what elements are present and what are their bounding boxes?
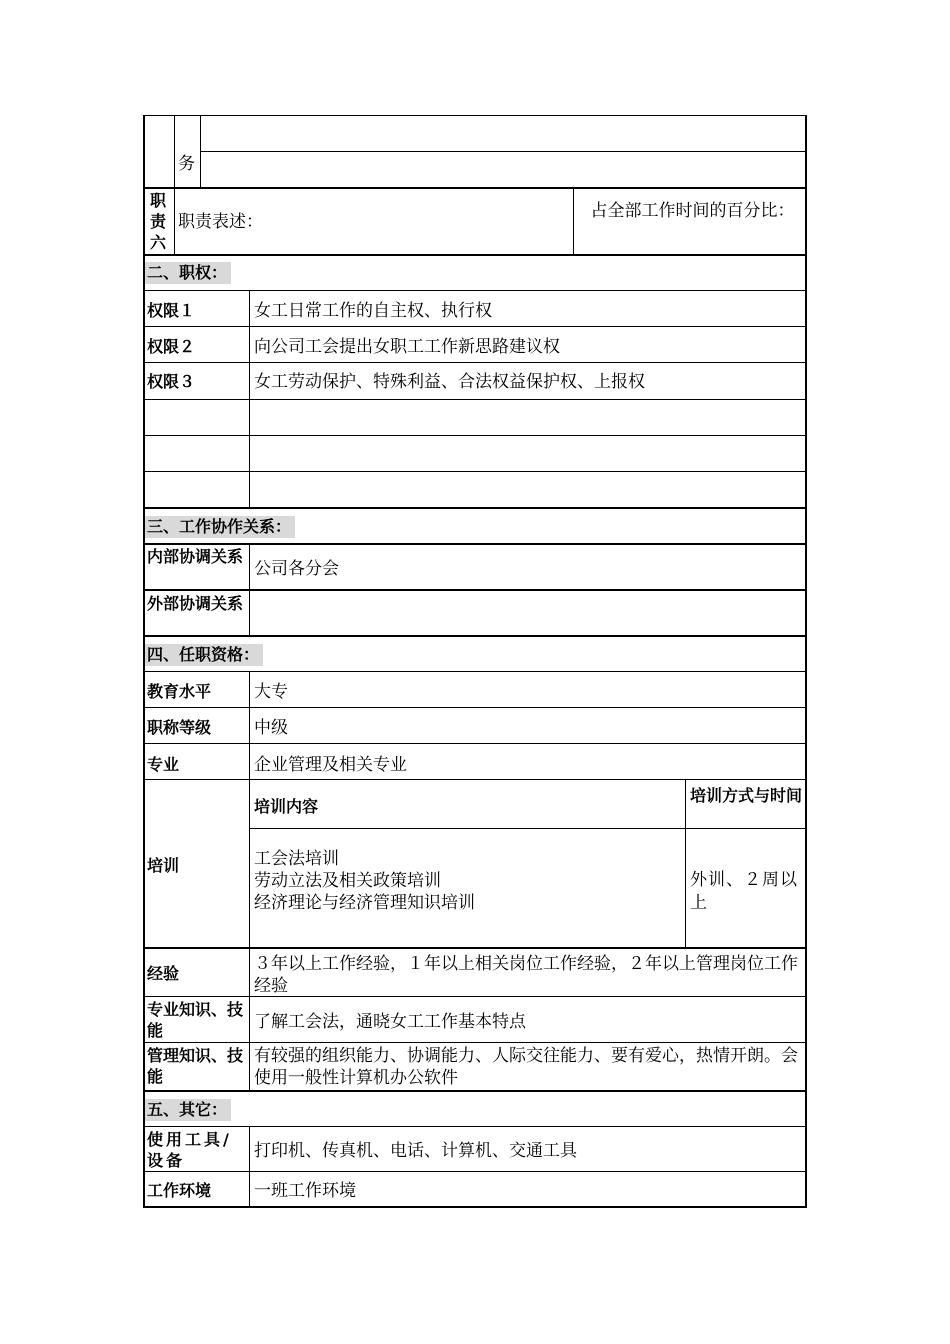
divider	[249, 828, 807, 829]
section-title-authority: 二、职权：	[145, 262, 231, 284]
section-title-relations: 三、工作协作关系：	[145, 516, 295, 538]
training-item-2: 劳动立法及相关政策培训	[254, 871, 441, 891]
training-method-value: 外训、２周以上	[690, 870, 798, 913]
divider	[685, 779, 686, 948]
divider	[174, 115, 175, 255]
duty6-percent-label: 占全部工作时间的百分比：	[590, 201, 795, 221]
pro-knowledge-label: 专业知识、技能	[147, 1000, 244, 1040]
divider	[143, 543, 807, 545]
authority-label-2: 权限２	[147, 337, 196, 356]
divider	[143, 996, 807, 997]
experience-label: 经验	[147, 964, 180, 983]
divider	[249, 1126, 250, 1208]
divider	[143, 707, 807, 708]
education-label: 教育水平	[147, 682, 212, 701]
divider	[143, 1171, 807, 1172]
duty6-label: 职责六	[150, 191, 167, 252]
authority-value-2: 向公司工会提出女职工工作新思路建议权	[254, 337, 560, 357]
divider	[200, 151, 807, 152]
authority-value-3: 女工劳动保护、特殊利益、合法权益保护权、上报权	[254, 372, 645, 392]
training-label: 培训	[147, 856, 180, 875]
training-item-1: 工会法培训	[254, 849, 339, 869]
title-grade-value: 中级	[254, 718, 288, 738]
divider	[143, 589, 807, 591]
divider	[143, 326, 807, 327]
training-method-header: 培训方式与时间	[689, 786, 802, 805]
divider	[249, 671, 250, 1091]
major-label: 专业	[147, 755, 180, 774]
divider	[143, 671, 807, 672]
divider	[143, 635, 807, 637]
tools-value: 打印机、传真机、电话、计算机、交通工具	[254, 1141, 577, 1161]
tools-label: 使用工具/设备	[147, 1130, 232, 1170]
divider	[143, 254, 807, 256]
divider	[143, 435, 807, 436]
divider	[143, 399, 807, 400]
duty-wu-char: 务	[178, 154, 195, 174]
experience-value: ３年以上工作经验，１年以上相关岗位工作经验，２年以上管理岗位工作经验	[254, 954, 798, 996]
table-top-border	[143, 115, 807, 116]
table-bottom-border	[143, 1206, 807, 1208]
divider	[143, 1090, 807, 1092]
divider	[143, 290, 807, 291]
divider	[143, 779, 807, 780]
duty6-desc-label: 职责表述：	[178, 212, 263, 232]
section-title-qualifications: 四、任职资格：	[145, 644, 263, 666]
major-value: 企业管理及相关专业	[254, 755, 407, 775]
divider	[143, 187, 807, 189]
title-grade-label: 职称等级	[147, 718, 212, 737]
work-environment-value: 一班工作环境	[254, 1181, 356, 1201]
divider	[143, 743, 807, 744]
divider	[143, 471, 807, 472]
divider	[143, 1042, 807, 1043]
training-item-3: 经济理论与经济管理知识培训	[254, 893, 475, 913]
training-content-header: 培训内容	[254, 797, 319, 816]
authority-value-1: 女工日常工作的自主权、执行权	[254, 301, 492, 321]
authority-label-3: 权限３	[147, 372, 196, 391]
external-relations-label: 外部协调关系	[147, 594, 244, 613]
education-value: 大专	[254, 682, 288, 702]
section-title-other: 五、其它：	[145, 1099, 231, 1121]
divider	[143, 947, 807, 949]
internal-relations-value: 公司各分会	[254, 559, 339, 579]
work-environment-label: 工作环境	[147, 1181, 212, 1200]
mgmt-knowledge-label: 管理知识、技能	[147, 1046, 244, 1086]
divider	[573, 187, 574, 255]
mgmt-knowledge-value: 有较强的组织能力、协调能力、人际交往能力、要有爱心，热情开朗。会使用一般性计算机办公软件	[254, 1046, 798, 1088]
authority-label-1: 权限１	[147, 301, 196, 320]
divider	[143, 507, 807, 509]
divider	[143, 362, 807, 363]
internal-relations-label: 内部协调关系	[147, 547, 244, 566]
pro-knowledge-value: 了解工会法，通晓女工工作基本特点	[254, 1012, 526, 1032]
table-right-border	[805, 115, 807, 1208]
divider	[143, 1126, 807, 1127]
